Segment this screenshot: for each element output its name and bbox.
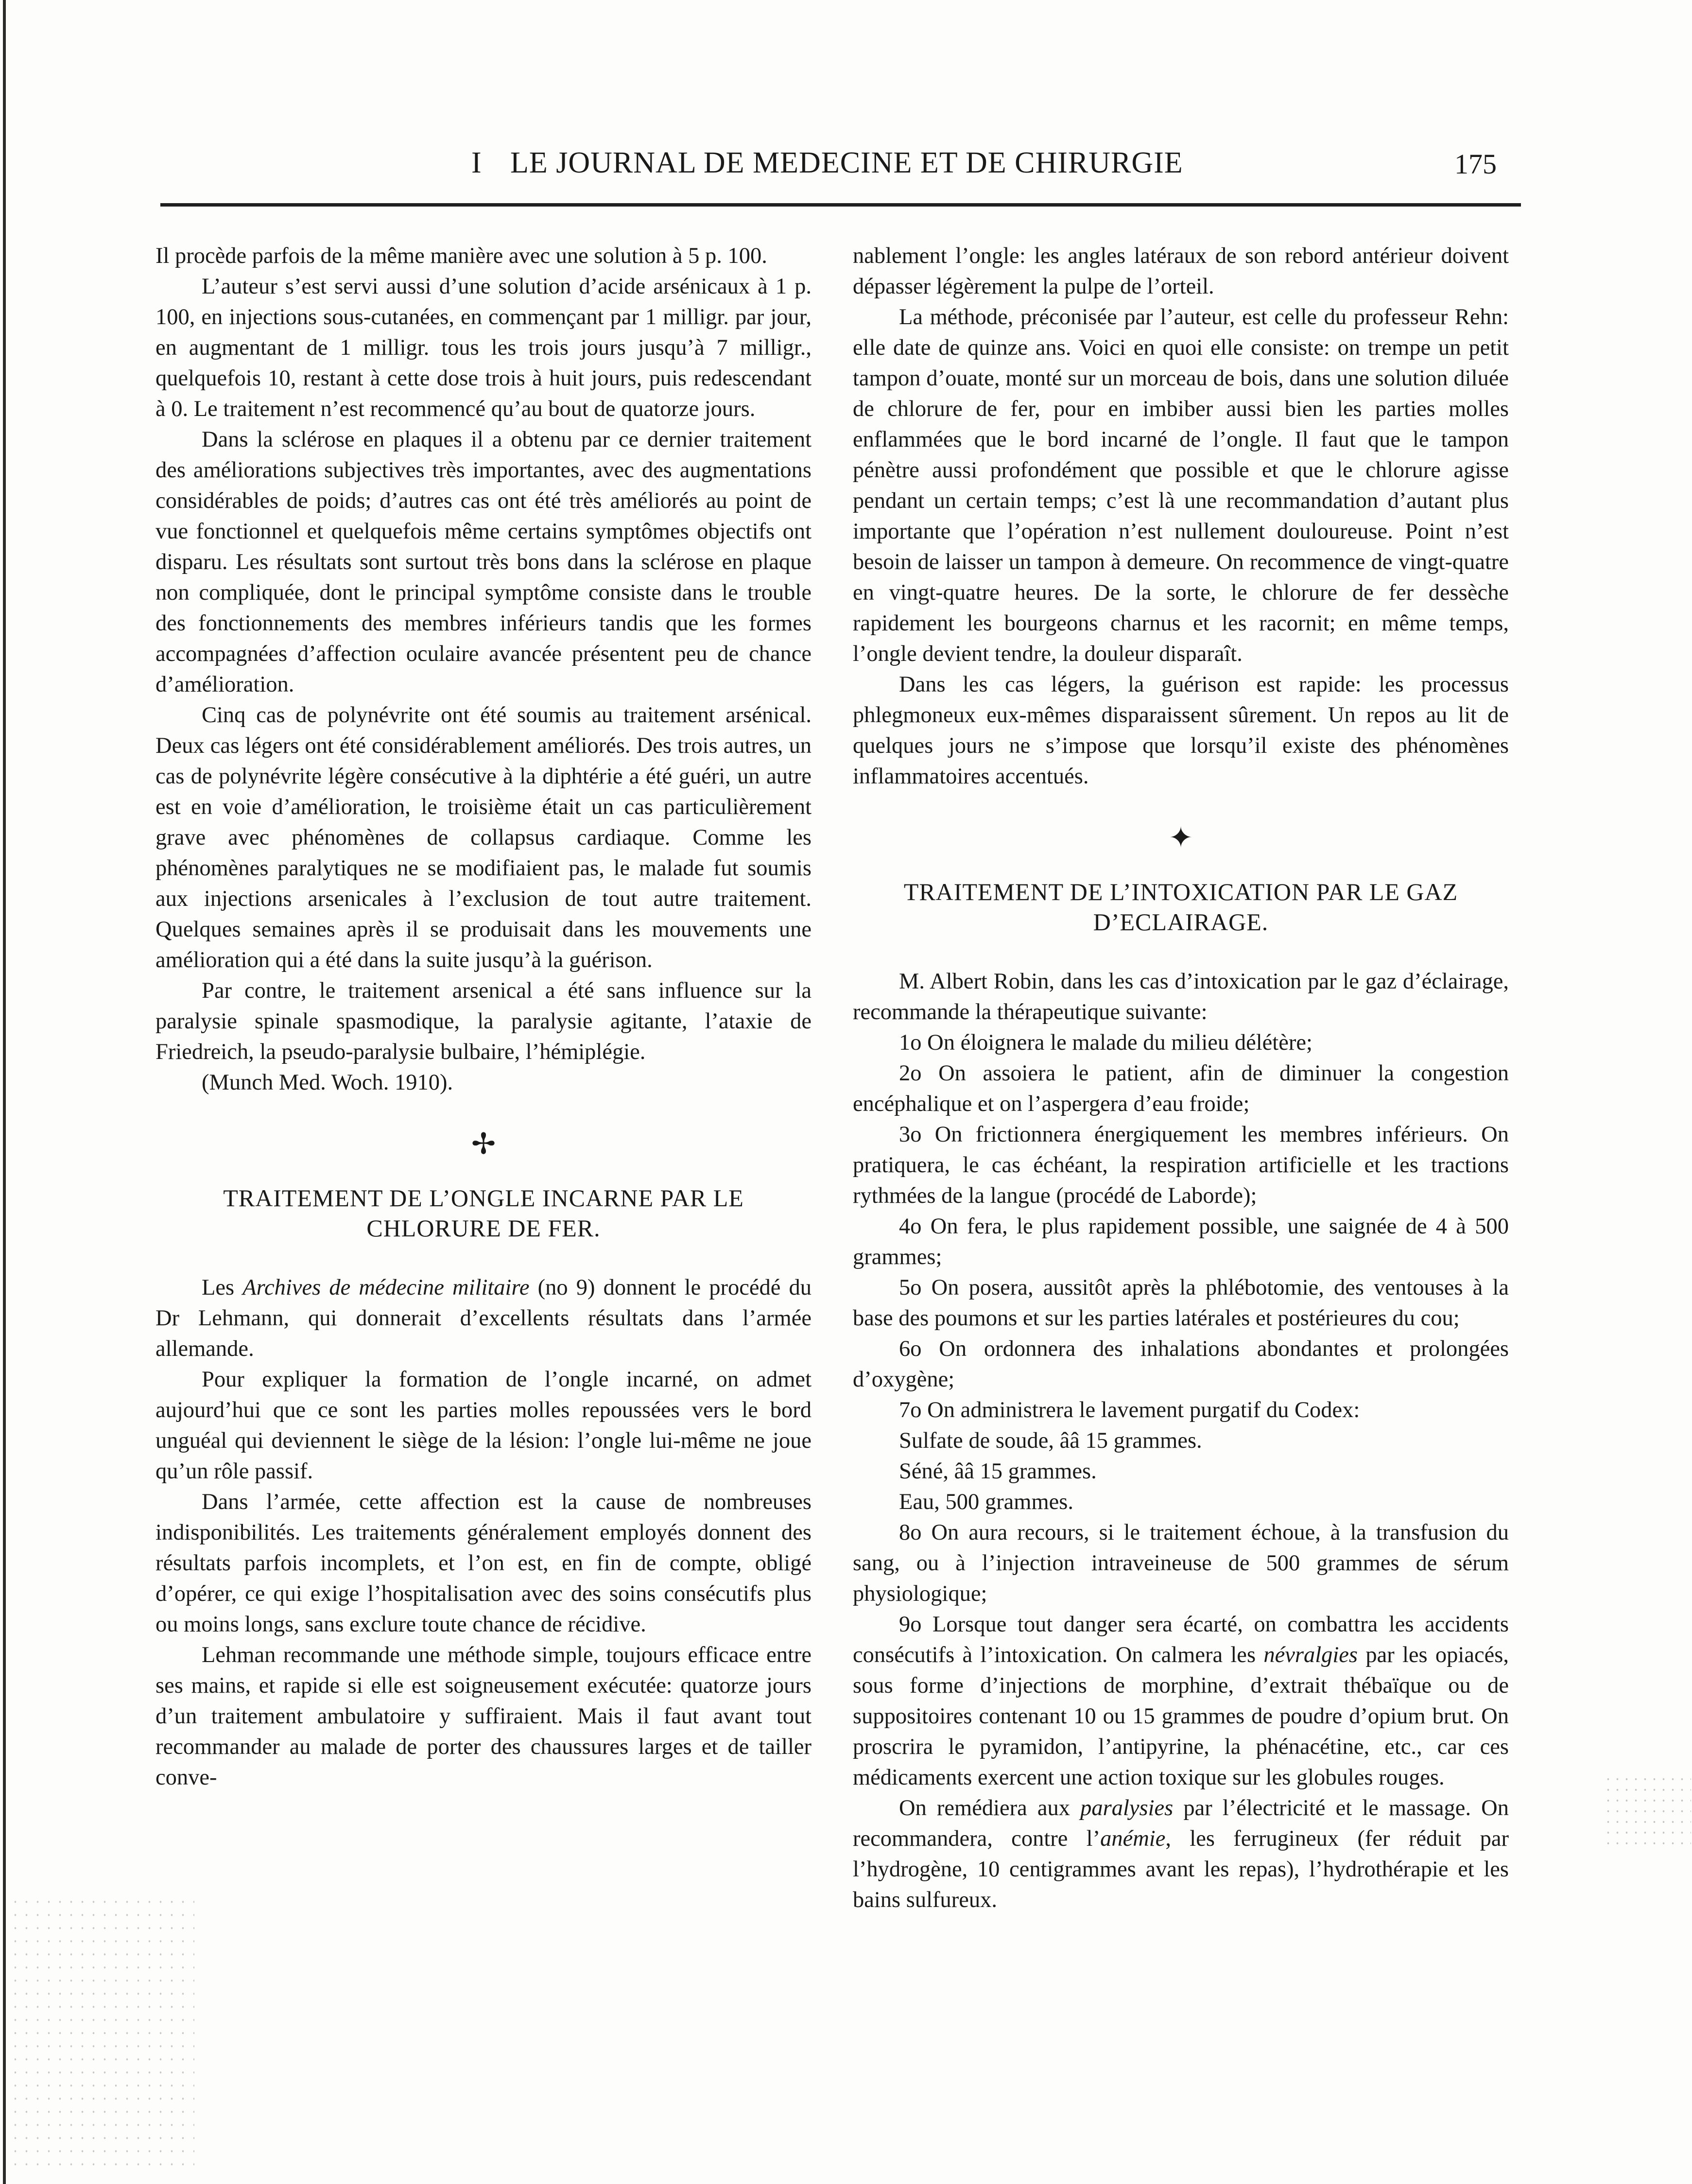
paragraph: Dans l’armée, cette affection est la cause de nombreuses indisponibilités. Les traitements généralement employés donnent des résultats parfois incomplets, et l’on est, en fin de compte, obligé d’opérer, ce qui exige l’hospitalisation avec des soins consécutifs plus ou moins longs, sans exclure toute chance de récidive. (155, 1490, 811, 1637)
section-title-line: TRAITEMENT DE L’INTOXICATION PAR LE GAZ (903, 878, 1458, 905)
section-title-intoxication (853, 877, 1509, 937)
step-item: 6o On ordonnera des inhalations abondantes et prolongées d’oxygène; (853, 1336, 1509, 1392)
recipe-line: Eau, 500 grammes. (899, 1490, 1073, 1514)
step-item: 9o Lorsque tout danger sera écarté, on combattra les accidents consécutifs à l’intoxication. On calmera les névralgies par les opiacés, sous forme d’injections de morphine, d’extrait thébaïque ou de suppositoires contenant 10 ou 15 grammes de poudre d’opium brut. On proscrira le pyramidon, l’antipyrine, la phénacétine, etc., car ces médicaments exercent une action toxique sur les globules rouges. (853, 1612, 1509, 1790)
italic-phrase: anémie (1100, 1826, 1166, 1851)
step-item: 1o On éloignera le malade du milieu délétère; (899, 1030, 1312, 1055)
recipe-line: Séné, ââ 15 grammes. (899, 1459, 1097, 1484)
paragraph: Par contre, le traitement arsenical a été sans influence sur la paralysie spinale spasmodique, la paralysie agitante, l’ataxie de Friedreich, la pseudo-paralysie bulbaire, l’hémiplégie. (155, 978, 811, 1064)
scan-noise-bottom-left (10, 1895, 194, 2167)
page-edge-rule (3, 0, 6, 2184)
section-title-line: D’ECLAIRAGE. (1093, 908, 1269, 936)
paragraph: nablement l’ongle: les angles latéraux de son rebord antérieur doivent dépasser légèrement la pulpe de l’orteil. (853, 243, 1509, 299)
step-item: On remédiera aux paralysies par l’électricité et le massage. On recommandera, contre l’anémie, les ferrugineux (fer réduit par l’hydrogène, 10 centigrammes avant les repas), l’hydrothérapie et les bains sulfureux. (853, 1796, 1509, 1912)
recipe-line: Sulfate de soude, ââ 15 grammes. (899, 1428, 1202, 1453)
section-title-line: CHLORURE DE FER. (366, 1214, 601, 1242)
paragraph: Cinq cas de polynévrite ont été soumis au traitement arsénical. Deux cas légers ont été considérablement améliorés. Des trois autres, un cas de polynévrite légère consécutive à la diphtérie a été guéri, un autre est en voie d’amélioration, le troisième était un cas particulièrement grave avec phénomènes de collapsus cardiaque. Comme les phénomènes paralytiques ne se modifiaient pas, le malade fut soumis aux injections arsenicales à l’exclusion de tout autre traitement. Quelques semaines après il se produisait dans les mouvements une amélioration qui a été dans la suite jusqu’à la guérison. (155, 703, 811, 972)
scan-noise-right (1604, 1774, 1691, 1847)
step-item: 3o On frictionnera énergiquement les membres inférieurs. On pratiquera, le cas échéant, la respiration artificielle et les tractions rythmées de la langue (procédé de Laborde); (853, 1122, 1509, 1208)
paragraph: Il procède parfois de la même manière avec une solution à 5 p. 100. (155, 243, 767, 268)
section-ornament: ✦ (1168, 822, 1193, 854)
paragraph: Les Archives de médecine militaire (no 9) donnent le procédé du Dr Lehmann, qui donnerait d’excellents résultats dans l’armée allemande. (155, 1275, 811, 1361)
paragraph: L’auteur s’est servi aussi d’une solution d’acide arsénicaux à 1 p. 100, en injections sous-cutanées, en commençant par 1 milligr. par jour, en augmentant de 1 milligr. tous les trois jours jusqu’à 7 milligr., quelquefois 10, restant à cette dose trois à huit jours, puis redescendant à 0. Le traitement n’est recommencé qu’au bout de quatorze jours. (155, 274, 811, 421)
section-ornament: ✢ (471, 1128, 496, 1160)
journal-title: LE JOURNAL DE MEDECINE ET DE CHIRURGIE (510, 146, 1183, 179)
left-column (155, 241, 811, 1793)
italic-phrase: paralysies (1080, 1796, 1174, 1820)
header-mark: I (471, 146, 482, 179)
step-item: 7o On administrera le lavement purgatif du Codex: (899, 1398, 1360, 1422)
paragraph: Lehman recommande une méthode simple, toujours efficace entre ses mains, et rapide si elle est soigneusement exécutée: quatorze jours d’un traitement ambulatoire y suffiraient. Mais il faut avant tout recommander au malade de porter des chaussures larges et de tailler conve- (155, 1643, 811, 1790)
step-item: 5o On posera, aussitôt après la phlébotomie, des ventouses à la base des poumons et sur les parties latérales et postérieures du cou; (853, 1275, 1509, 1331)
italic-phrase: névralgies (1263, 1643, 1358, 1667)
step-item: 4o On fera, le plus rapidement possible, une saignée de 4 à 500 grammes; (853, 1214, 1509, 1269)
paragraph: La méthode, préconisée par l’auteur, est celle du professeur Rehn: elle date de quinze ans. Voici en quoi elle consiste: on trempe un petit tampon d’ouate, monté sur un morceau de bois, dans une solution diluée de chlorure de fer, pour en imbiber aussi bien les parties molles enflammées que le bord incarné de l’ongle. Il faut que le tampon pénètre aussi profondément que possible et que le chlorure agisse pendant un certain temps; c’est là une recommandation d’autant plus importante que l’opération n’est nullement douloureuse. Point n’est besoin de laisser un tampon à demeure. On recommence de vingt-quatre en vingt-quatre heures. De la sorte, le chlorure de fer dessèche rapidement les bourgeons charnus et les racornit; en même temps, l’ongle devient tendre, la douleur disparaît. (853, 305, 1509, 666)
italic-phrase: Archives de médecine militaire (242, 1275, 530, 1300)
running-header (155, 141, 1516, 199)
step-item: 2o On assoiera le patient, afin de diminuer la congestion encéphalique et on l’aspergera d’eau froide; (853, 1061, 1509, 1116)
page-number: 175 (1454, 148, 1497, 180)
paragraph: M. Albert Robin, dans les cas d’intoxication par le gaz d’éclairage, recommande la thérapeutique suivante: (853, 969, 1509, 1024)
right-column (853, 241, 1509, 1915)
citation: (Munch Med. Woch. 1910). (202, 1070, 453, 1095)
paragraph: Dans la sclérose en plaques il a obtenu par ce dernier traitement des améliorations subjectives très importantes, avec des augmentations considérables de poids; d’autres cas ont été très améliorés au point de vue fonctionnel et quelquefois même certains symptômes objectifs ont disparu. Les résultats sont surtout très bons dans la sclérose en plaque non compliquée, dont le principal symptôme consiste dans le trouble des fonctionnements des membres inférieurs tandis que les formes accompagnées d’affection oculaire avancée présentent peu de chance d’amélioration. (155, 427, 811, 697)
header-rule (160, 203, 1521, 207)
paragraph: Pour expliquer la formation de l’ongle incarné, on admet aujourd’hui que ce sont les parties molles repoussées vers le bord unguéal qui deviennent le siège de la lésion: l’ongle lui-même ne joue qu’un rôle passif. (155, 1367, 811, 1484)
step-item: 8o On aura recours, si le traitement échoue, à la transfusion du sang, ou à l’injection intraveineuse de 500 grammes de sérum physiologique; (853, 1520, 1509, 1606)
section-title-line: TRAITEMENT DE L’ONGLE INCARNE PAR LE (223, 1184, 744, 1212)
section-title-ongle (155, 1183, 811, 1243)
paragraph: Dans les cas légers, la guérison est rapide: les processus phlegmoneux eux-mêmes disparaissent sûrement. Un repos au lit de quelques jours ne s’impose que lorsqu’il existe des phénomènes inflammatoires accentués. (853, 672, 1509, 789)
